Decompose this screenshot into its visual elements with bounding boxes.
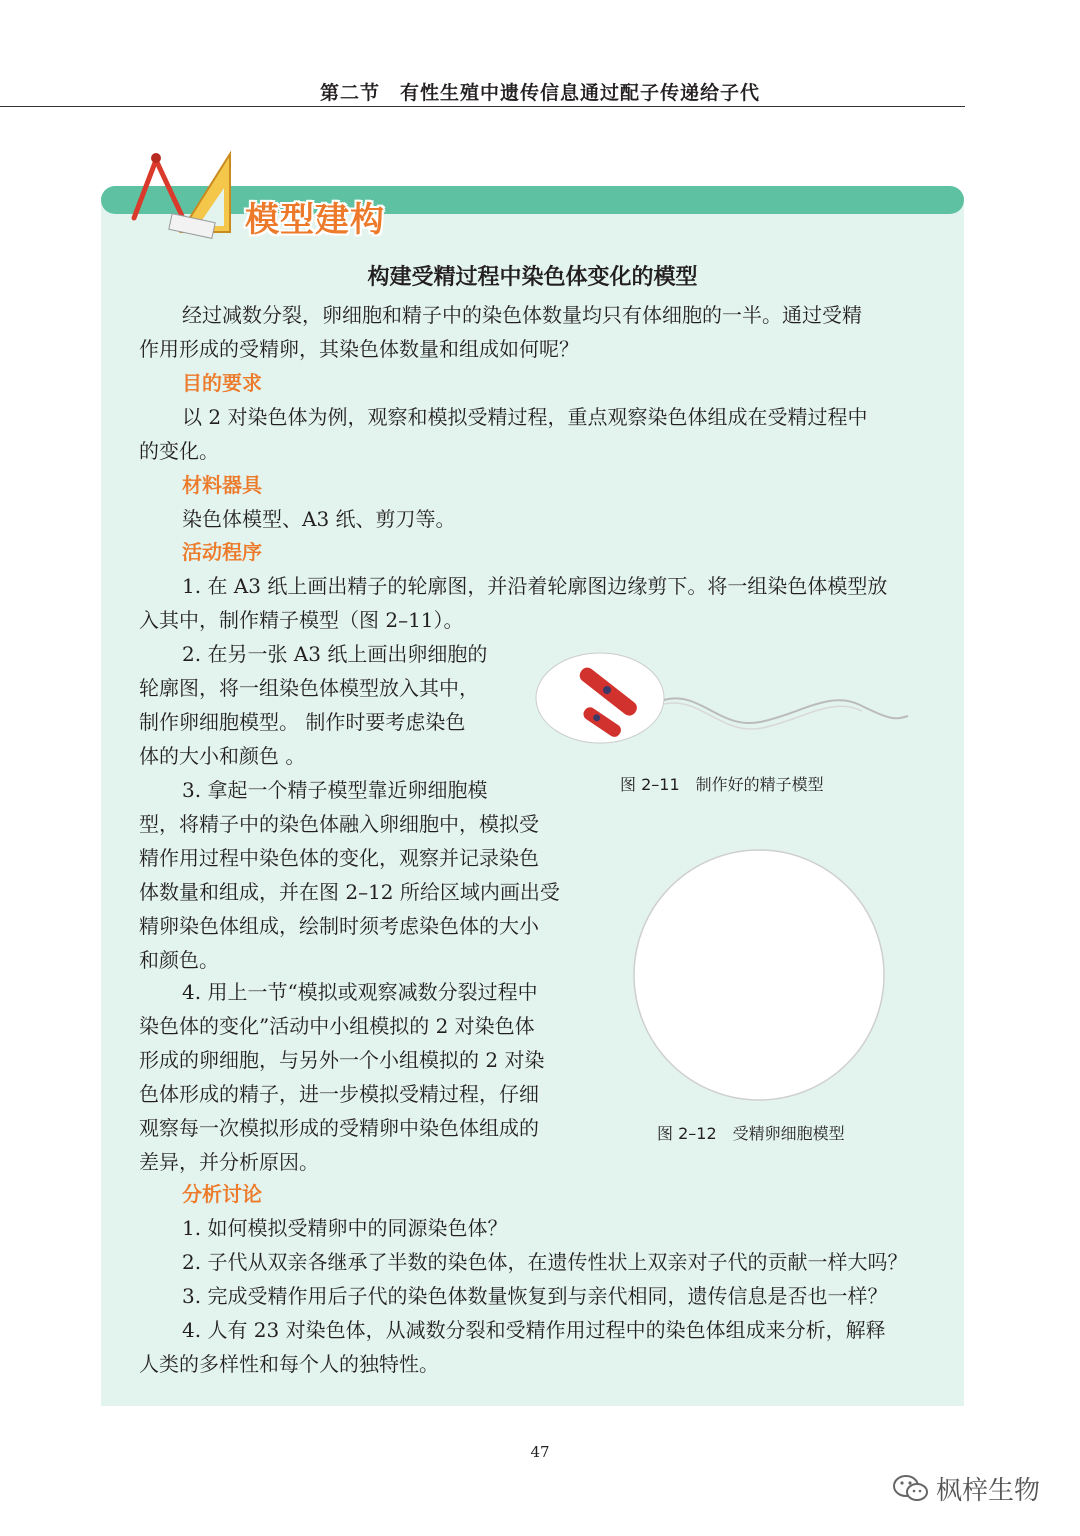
procedure-step3-line: 精作用过程中染色体的变化，观察并记录染色 <box>139 846 539 870</box>
discussion-heading: 分析讨论 <box>182 1182 262 1206</box>
purpose-line: 以 2 对染色体为例，观察和模拟受精过程，重点观察染色体组成在受精过程中 <box>182 405 868 429</box>
figure-caption: 图 2–11 制作好的精子模型 <box>620 775 824 794</box>
purpose-line: 的变化。 <box>139 439 219 463</box>
procedure-step1-line: 入其中，制作精子模型（图 2–11）。 <box>139 608 464 632</box>
procedure-step3-line: 3. 拿起一个精子模型靠近卵细胞模 <box>182 778 488 802</box>
section-label: 模型建构 <box>245 200 385 240</box>
discussion-line: 2. 子代从双亲各继承了半数的染色体，在遗传性状上双亲对子代的贡献一样大吗？ <box>182 1250 908 1274</box>
running-header: 第二节 有性生殖中遗传信息通过配子传递给子代 <box>319 82 760 104</box>
procedure-step4-line: 色体形成的精子，进一步模拟受精过程，仔细 <box>139 1082 539 1106</box>
discussion-line: 人类的多样性和每个人的独特性。 <box>139 1352 439 1376</box>
ruler-compass-icon <box>126 148 236 244</box>
procedure-step4-line: 染色体的变化”活动中小组模拟的 2 对染色体 <box>139 1014 535 1038</box>
purpose-heading: 目的要求 <box>182 371 262 395</box>
header-divider <box>0 106 965 107</box>
procedure-step2-line: 2. 在另一张 A3 纸上画出卵细胞的 <box>182 642 488 666</box>
wechat-icon <box>892 1473 930 1505</box>
procedure-heading: 活动程序 <box>182 540 262 564</box>
discussion-line: 4. 人有 23 对染色体，从减数分裂和受精作用过程中的染色体组成来分析，解释 <box>182 1318 886 1342</box>
zygote-model-figure <box>630 846 888 1104</box>
procedure-step2-line: 轮廓图，将一组染色体模型放入其中， <box>139 676 479 700</box>
procedure-step4-line: 形成的卵细胞，与另外一个小组模拟的 2 对染 <box>139 1048 545 1072</box>
procedure-step3-line: 体数量和组成，并在图 2–12 所给区域内画出受 <box>139 880 560 904</box>
procedure-step1-line: 1. 在 A3 纸上画出精子的轮廓图，并沿着轮廓图边缘剪下。将一组染色体模型放 <box>182 574 888 598</box>
procedure-step3-line: 精卵染色体组成，绘制时须考虑染色体的大小 <box>139 914 539 938</box>
watermark-text: 枫梓生物 <box>936 1476 1041 1506</box>
procedure-step3-line: 型，将精子中的染色体融入卵细胞中，模拟受 <box>139 812 539 836</box>
procedure-step4-line: 差异，并分析原因。 <box>139 1150 319 1174</box>
procedure-step3-line: 和颜色。 <box>139 948 219 972</box>
watermark <box>892 1470 1040 1507</box>
discussion-line: 3. 完成受精作用后子代的染色体数量恢复到与亲代相同，遗传信息是否也一样？ <box>182 1284 888 1308</box>
procedure-step2-line: 制作卵细胞模型。 制作时要考虑染色 <box>139 710 466 734</box>
procedure-step2-line: 体的大小和颜色 。 <box>139 744 306 768</box>
intro-line: 作用形成的受精卵，其染色体数量和组成如何呢？ <box>139 337 579 361</box>
materials-heading: 材料器具 <box>182 473 262 497</box>
procedure-step4-line: 观察每一次模拟形成的受精卵中染色体组成的 <box>139 1116 539 1140</box>
activity-title: 构建受精过程中染色体变化的模型 <box>367 265 698 290</box>
sperm-model-figure <box>530 650 915 755</box>
figure-caption: 图 2–12 受精卵细胞模型 <box>657 1124 845 1143</box>
page-number: 47 <box>530 1443 550 1461</box>
intro-line: 经过减数分裂，卵细胞和精子中的染色体数量均只有体细胞的一半。通过受精 <box>182 303 862 327</box>
discussion-line: 1. 如何模拟受精卵中的同源染色体？ <box>182 1216 508 1240</box>
procedure-step4-line: 4. 用上一节“模拟或观察减数分裂过程中 <box>182 980 538 1004</box>
materials-text: 染色体模型、A3 纸、剪刀等。 <box>182 507 456 531</box>
